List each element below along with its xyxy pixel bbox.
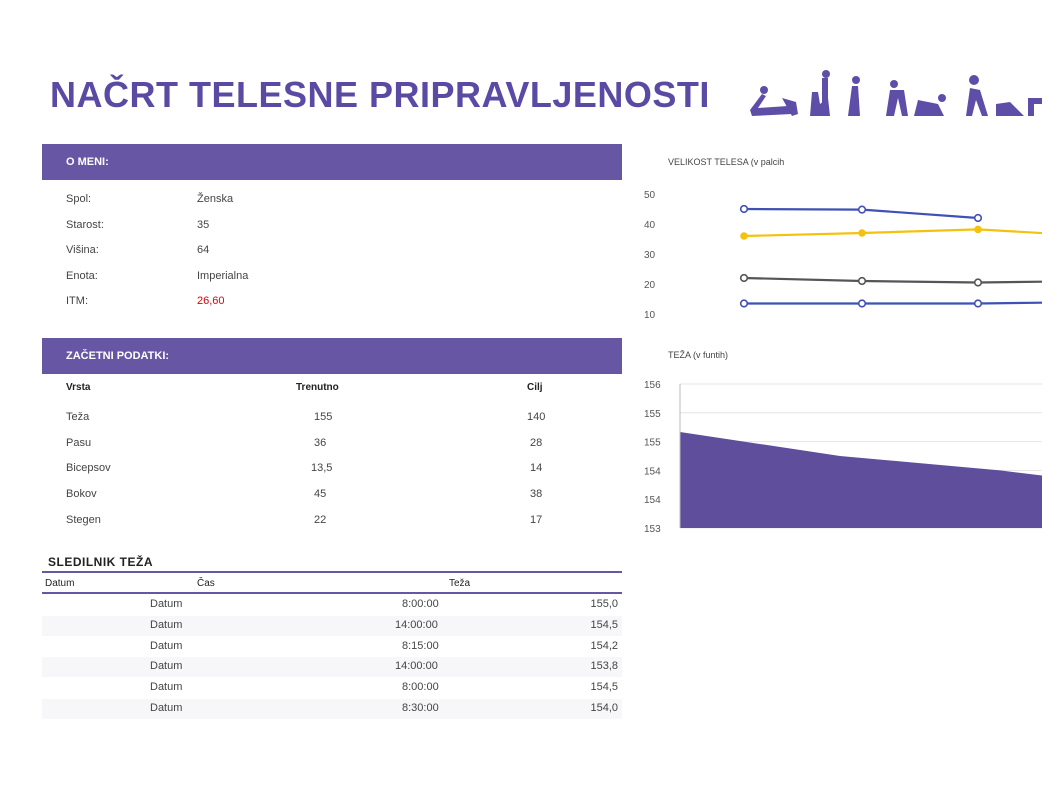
y-tick-label: 10	[644, 310, 656, 321]
about-label-age: Starost:	[66, 219, 104, 231]
start-row-current[interactable]: 155	[314, 411, 333, 423]
tracker-date[interactable]: Datum	[150, 702, 183, 714]
tracker-row[interactable]	[42, 616, 622, 636]
about-header: O MENI:	[42, 144, 622, 180]
tracker-date[interactable]: Datum	[150, 640, 183, 652]
tracker-row[interactable]	[42, 699, 622, 719]
start-row-goal[interactable]: 17	[530, 514, 543, 526]
weight-chart-title: TEŽA (v funtih)	[668, 350, 729, 360]
about-value-age[interactable]: 35	[197, 219, 210, 231]
start-row-label: Pasu	[66, 437, 92, 449]
data-point	[741, 275, 748, 282]
tracker-date[interactable]: Datum	[150, 619, 183, 631]
tracker-col-time: Čas	[197, 578, 215, 589]
tracker-date[interactable]: Datum	[150, 681, 183, 693]
tracker-weight[interactable]: 153,8	[590, 660, 618, 672]
about-value-unit[interactable]: Imperialna	[197, 270, 249, 282]
tracker-row[interactable]	[42, 657, 622, 677]
about-value-height[interactable]: 64	[197, 244, 210, 256]
tracker-row[interactable]	[42, 678, 622, 698]
about-label-bmi: ITM:	[66, 295, 88, 307]
start-col-goal: Cilj	[527, 382, 543, 393]
tracker-time[interactable]: 14:00:00	[395, 619, 438, 631]
tracker-date[interactable]: Datum	[150, 598, 183, 610]
start-row-label: Bokov	[66, 488, 97, 500]
start-row-goal[interactable]: 38	[530, 488, 543, 500]
y-tick-label: 20	[644, 280, 656, 291]
tracker-row[interactable]	[42, 637, 622, 657]
body-size-chart	[640, 180, 1042, 330]
start-row-current[interactable]: 45	[314, 488, 327, 500]
data-point	[859, 278, 866, 285]
body-size-chart-title: VELIKOST TELESA (v palcih	[668, 157, 785, 167]
tracker-top-rule	[42, 571, 622, 573]
exercise-figures-icon	[748, 64, 1042, 124]
data-point	[975, 300, 982, 307]
start-data-header: ZAČETNI PODATKI:	[42, 338, 622, 374]
tracker-date[interactable]: Datum	[150, 660, 183, 672]
start-col-type: Vrsta	[66, 382, 91, 393]
about-value-bmi: 26,60	[197, 295, 225, 307]
tracker-col-weight: Teža	[449, 578, 471, 589]
tracker-time[interactable]: 8:00:00	[402, 681, 439, 693]
y-tick-label: 156	[644, 380, 661, 391]
tracker-weight[interactable]: 154,2	[590, 640, 618, 652]
tracker-weight[interactable]: 154,0	[590, 702, 618, 714]
tracker-weight[interactable]: 154,5	[590, 619, 618, 631]
start-row-label: Teža	[66, 411, 90, 423]
weight-area	[680, 432, 1042, 528]
start-row-current[interactable]: 36	[314, 437, 327, 449]
data-point	[859, 206, 866, 213]
data-point	[975, 279, 982, 286]
tracker-header-rule	[42, 592, 622, 594]
tracker-col-date: Datum	[45, 578, 75, 589]
start-row-label: Bicepsov	[66, 462, 111, 474]
tracker-time[interactable]: 8:00:00	[402, 598, 439, 610]
data-point	[975, 226, 981, 232]
tracker-row[interactable]	[42, 595, 622, 615]
start-row-current[interactable]: 13,5	[311, 462, 333, 474]
data-point	[975, 215, 982, 222]
start-row-goal[interactable]: 140	[527, 411, 546, 423]
y-tick-label: 50	[644, 190, 656, 201]
weight-chart	[640, 372, 1042, 542]
tracker-weight[interactable]: 155,0	[590, 598, 618, 610]
y-tick-label: 155	[644, 408, 661, 420]
about-label-unit: Enota:	[66, 270, 98, 282]
series-line	[744, 229, 1042, 236]
tracker-weight[interactable]: 154,5	[590, 681, 618, 693]
start-col-current: Trenutno	[296, 382, 339, 393]
y-tick-label: 154	[644, 466, 661, 478]
series-line	[744, 278, 1042, 283]
tracker-time[interactable]: 8:15:00	[402, 640, 439, 652]
about-label-height: Višina:	[66, 244, 99, 256]
data-point	[741, 206, 748, 213]
y-tick-label: 153	[644, 524, 661, 535]
about-label-gender: Spol:	[66, 193, 92, 205]
y-tick-label: 155	[644, 437, 661, 449]
tracker-time[interactable]: 14:00:00	[395, 660, 438, 672]
page-title: NAČRT TELESNE PRIPRAVLJENOSTI	[50, 74, 710, 115]
y-tick-label: 154	[644, 495, 661, 507]
data-point	[859, 300, 866, 307]
data-point	[741, 233, 747, 239]
data-point	[859, 230, 865, 236]
start-row-current[interactable]: 22	[314, 514, 327, 526]
tracker-title: SLEDILNIK TEŽA	[48, 555, 153, 569]
start-row-goal[interactable]: 28	[530, 437, 543, 449]
data-point	[741, 300, 748, 307]
tracker-time[interactable]: 8:30:00	[402, 702, 439, 714]
about-value-gender[interactable]: Ženska	[197, 193, 234, 205]
start-row-label: Stegen	[66, 514, 101, 526]
y-tick-label: 30	[644, 250, 656, 261]
start-row-goal[interactable]: 14	[530, 462, 543, 474]
y-tick-label: 40	[644, 220, 656, 231]
series-line	[744, 302, 1042, 304]
